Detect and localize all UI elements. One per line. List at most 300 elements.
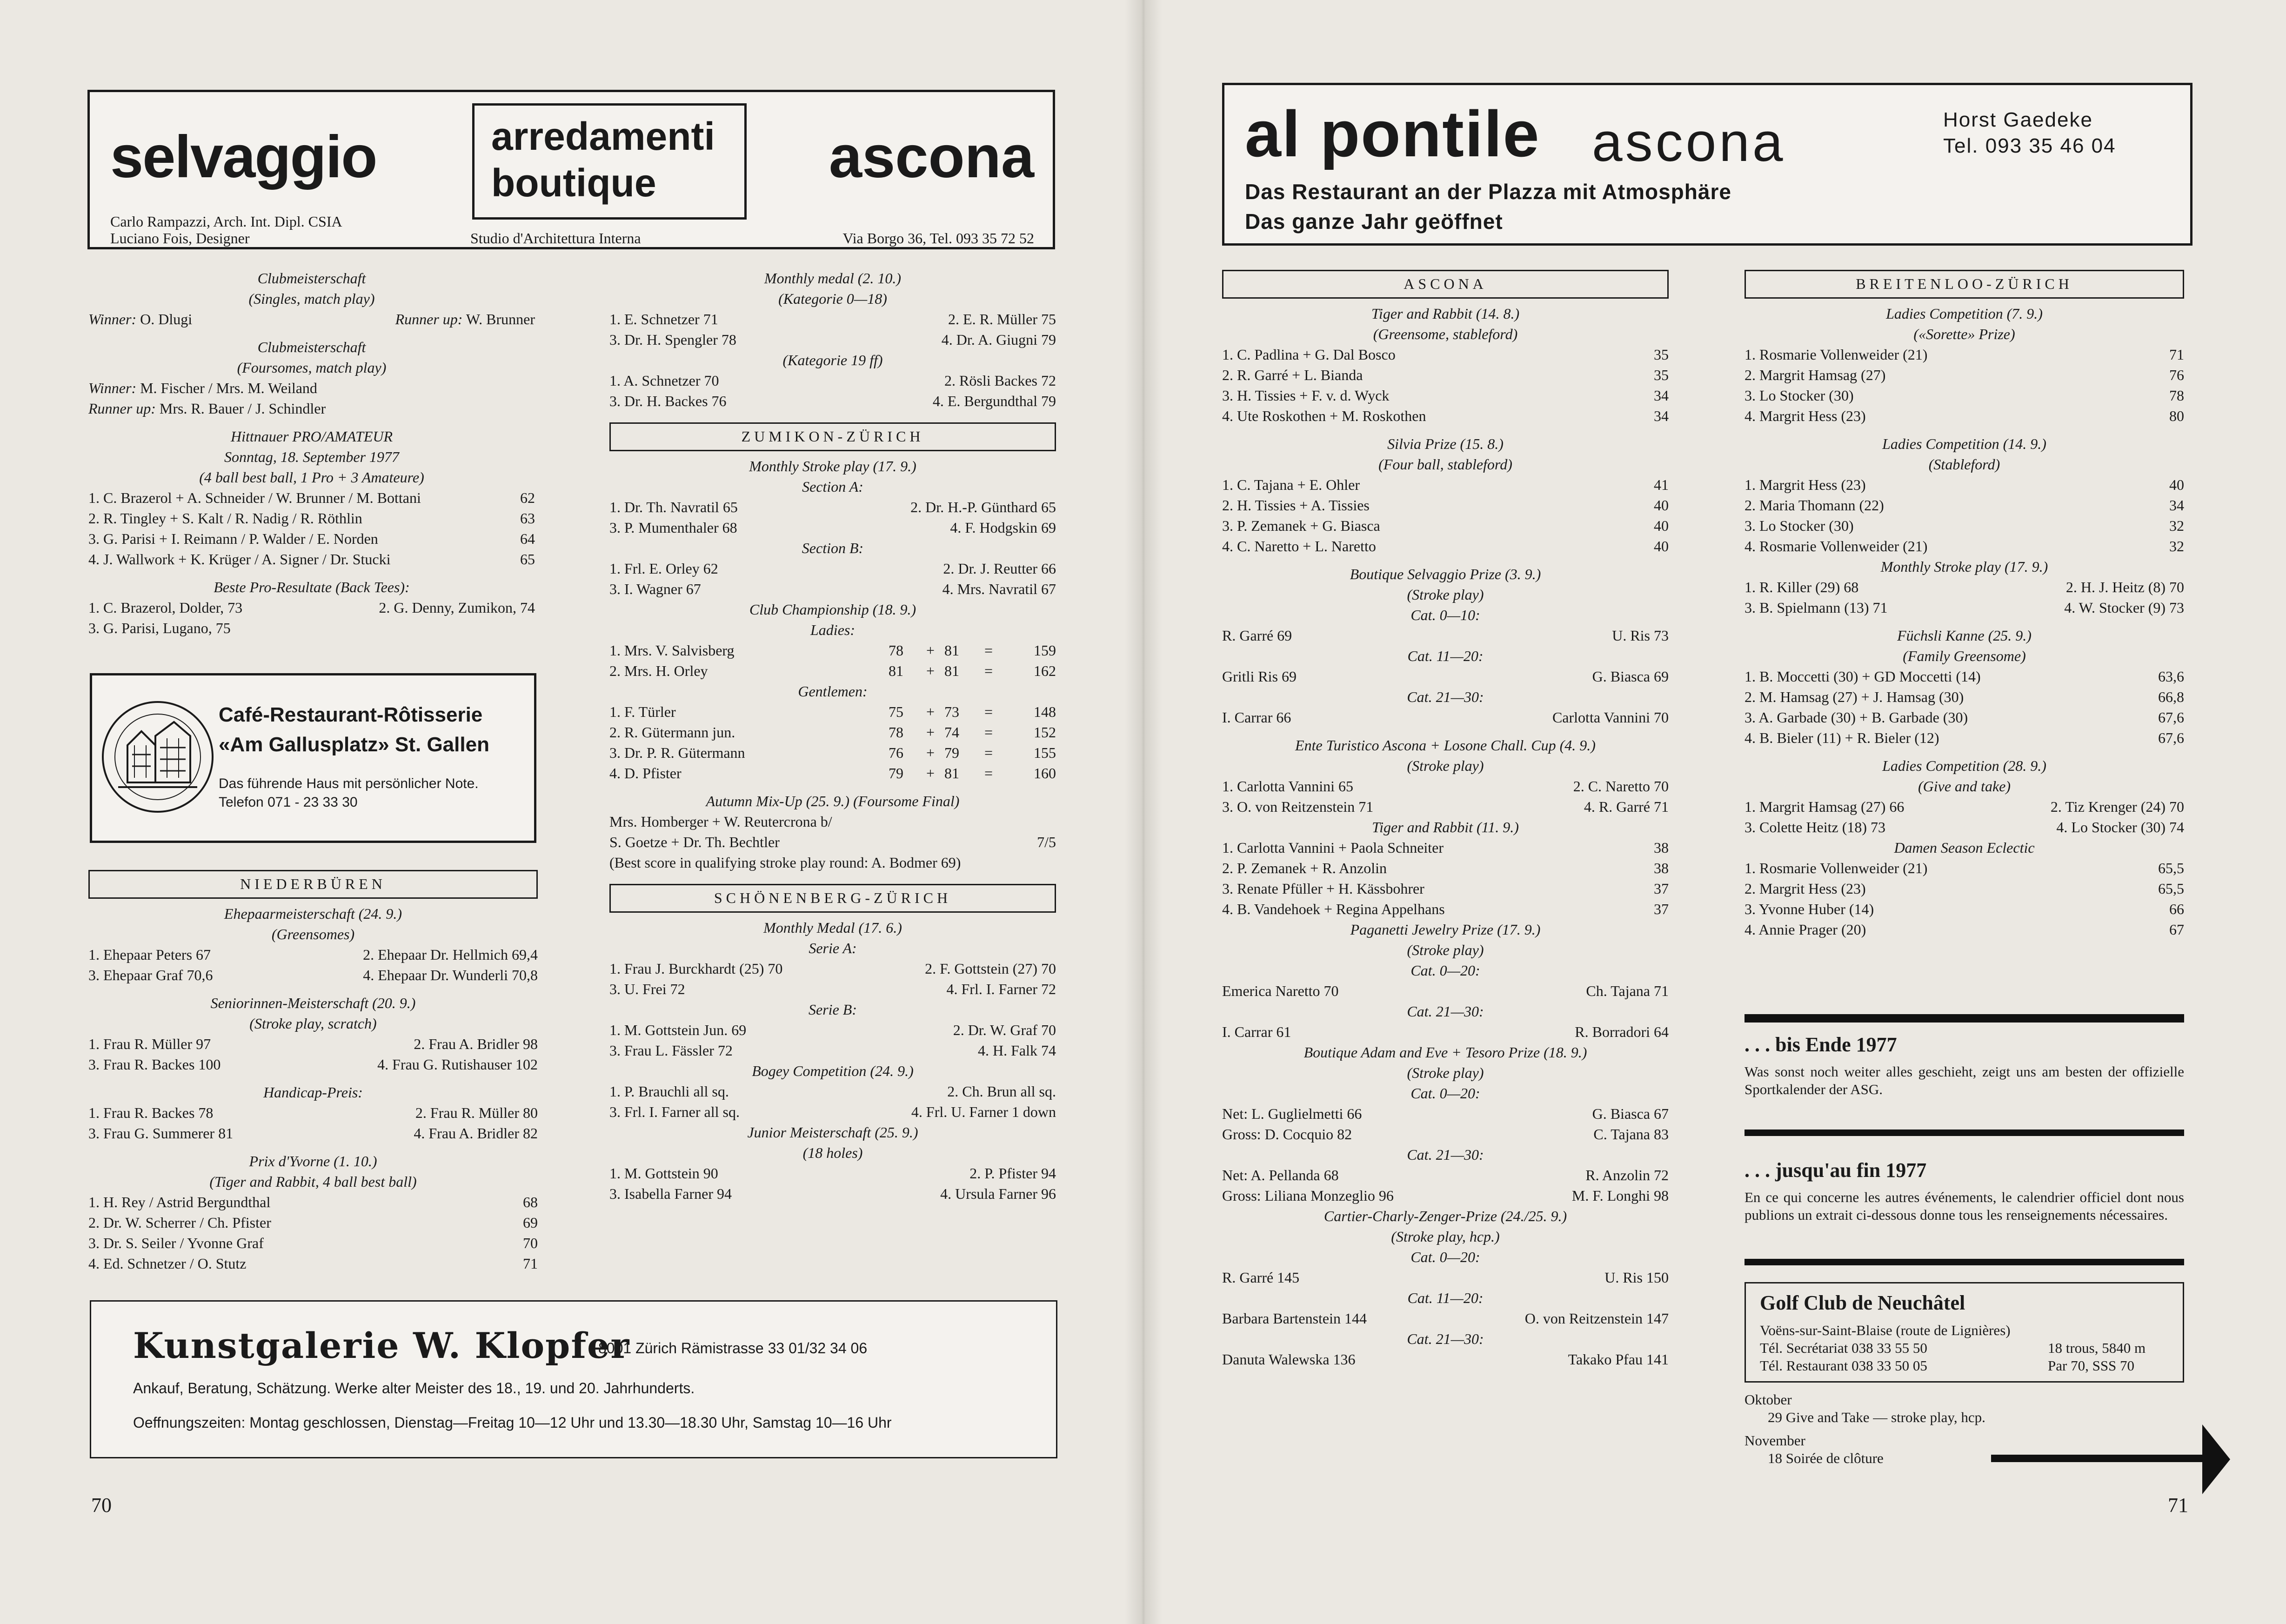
result: Takako Pfau 141 bbox=[1568, 1351, 1669, 1368]
schoenenberg-header: SCHÖNENBERG-ZÜRICH bbox=[609, 884, 1056, 913]
result-row bbox=[1745, 475, 2184, 495]
result: 2. Dr. H.-P. Günthard 65 bbox=[910, 499, 1056, 515]
score-row bbox=[609, 763, 1056, 783]
winner-name: M. Fischer / Mrs. M. Weiland bbox=[140, 380, 317, 396]
result-row bbox=[609, 1183, 1056, 1204]
result-name: 4. Rosmarie Vollenweider (21) bbox=[1745, 538, 1928, 555]
event-title: Ente Turistico Ascona + Losone Chall. Cup (4. 9.) bbox=[1295, 737, 1596, 754]
result-row bbox=[609, 579, 1056, 599]
runner-name: Mrs. R. Bauer / J. Schindler bbox=[159, 400, 326, 417]
event-sub: (Stableford) bbox=[1928, 456, 2000, 473]
result-score: 62 bbox=[520, 489, 535, 506]
pontile-city: ascona bbox=[1592, 112, 1786, 173]
result-row bbox=[1745, 597, 2184, 618]
result-row bbox=[1745, 344, 2184, 365]
result-row bbox=[1222, 899, 1669, 919]
club2-sub: (Foursomes, match play) bbox=[237, 359, 387, 376]
event-title: Monthly Stroke play (17. 9.) bbox=[1880, 558, 2048, 575]
section-label: Section B: bbox=[802, 540, 864, 556]
result: 3. Isabella Farner 94 bbox=[609, 1185, 732, 1202]
equals-sign: = bbox=[984, 642, 993, 659]
result: 4. W. Stocker (9) 73 bbox=[2064, 599, 2184, 616]
page-number-right: 71 bbox=[2168, 1494, 2188, 1517]
left-col-right bbox=[609, 268, 1056, 1204]
club1-title: Clubmeisterschaft bbox=[257, 270, 366, 287]
result: 4. E. Bergundthal 79 bbox=[932, 393, 1056, 409]
event-sub: (Stroke play, scratch) bbox=[249, 1015, 377, 1032]
total: 160 bbox=[1034, 765, 1056, 782]
left-col-upper bbox=[88, 268, 535, 638]
neuchatel-row bbox=[1760, 1339, 2169, 1357]
result-row bbox=[1222, 536, 1669, 556]
result-row bbox=[609, 558, 1056, 579]
pro-result: 1. C. Brazerol, Dolder, 73 bbox=[88, 599, 243, 616]
result: 1. A. Schnetzer 70 bbox=[609, 372, 719, 389]
result-row bbox=[1745, 858, 2184, 878]
result: O. von Reitzenstein 147 bbox=[1524, 1310, 1669, 1327]
result-row bbox=[609, 1020, 1056, 1040]
event-title: Club Championship (18. 9.) bbox=[749, 601, 916, 618]
result: 2. P. Pfister 94 bbox=[969, 1165, 1056, 1182]
result-name: 1. Margrit Hess (23) bbox=[1745, 476, 1866, 493]
round-1: 78 bbox=[889, 724, 903, 741]
klopfer-address: 8001 Zürich Rämistrasse 33 01/32 34 06 bbox=[598, 1340, 868, 1357]
result: 3. Colette Heitz (18) 73 bbox=[1745, 819, 1886, 835]
mix-score: 7/5 bbox=[1037, 834, 1056, 850]
result-row bbox=[1745, 406, 2184, 426]
address-line: Via Borgo 36, Tel. 093 35 72 52 bbox=[842, 230, 1034, 247]
result: R. Borradori 64 bbox=[1575, 1023, 1669, 1040]
result: 1. Carlotta Vannini 65 bbox=[1222, 778, 1354, 795]
category-label: Cat. 21—30: bbox=[1407, 1146, 1484, 1163]
neuchatel-title: Golf Club de Neuchâtel bbox=[1760, 1291, 1965, 1314]
calendar-month: Oktober bbox=[1745, 1391, 1792, 1408]
result-name: 3. Yvonne Huber (14) bbox=[1745, 901, 1874, 917]
result-row bbox=[609, 1102, 1056, 1122]
round-2: 81 bbox=[944, 662, 959, 679]
runner-label: Runner up: bbox=[88, 400, 156, 417]
result-name: 4. J. Wallwork + K. Krüger / A. Signer / Dr. Stucki bbox=[88, 551, 391, 568]
notice-fr-text: En ce qui concerne les autres événements, le calendrier officiel dont nous publions un extrait ci-dessous donne tous les renseignements nécessaires. bbox=[1745, 1189, 2184, 1223]
credit-line-1: Carlo Rampazzi, Arch. Int. Dipl. CSIA bbox=[110, 213, 342, 230]
page-number-left: 70 bbox=[91, 1494, 112, 1517]
notice-de-text: Was sonst noch weiter alles geschieht, zeigt uns am besten der offizielle Sportkalender der ASG. bbox=[1745, 1063, 2184, 1097]
result-row bbox=[609, 329, 1056, 350]
hittnauer-format: (4 ball best ball, 1 Pro + 3 Amateure) bbox=[199, 469, 424, 486]
result-row bbox=[88, 1212, 538, 1233]
total: 155 bbox=[1034, 744, 1056, 761]
result-score: 37 bbox=[1654, 901, 1669, 917]
result-score: 67,6 bbox=[2158, 729, 2184, 746]
result: 4. F. Hodgskin 69 bbox=[950, 519, 1056, 536]
player-name: 1. F. Türler bbox=[609, 703, 676, 720]
result-score: 35 bbox=[1654, 367, 1669, 383]
runner-label: Runner up: bbox=[395, 311, 463, 327]
result-row bbox=[88, 944, 538, 965]
mix-note: (Best score in qualifying stroke play round: A. Bodmer 69) bbox=[609, 854, 961, 871]
arredamenti-box bbox=[472, 103, 747, 220]
result-row bbox=[1745, 536, 2184, 556]
result: I. Carrar 61 bbox=[1222, 1023, 1291, 1040]
result-name: 4. C. Naretto + L. Naretto bbox=[1222, 538, 1376, 555]
pro-result: 2. G. Denny, Zumikon, 74 bbox=[379, 599, 535, 616]
plus-sign: + bbox=[926, 744, 935, 761]
round-1: 76 bbox=[889, 744, 903, 761]
event-sub: (Stroke play) bbox=[1407, 586, 1484, 603]
result-row bbox=[88, 508, 535, 528]
result: Emerica Naretto 70 bbox=[1222, 982, 1339, 999]
result: 4. Frau A. Bridler 82 bbox=[414, 1125, 538, 1142]
notice-de-title: . . . bis Ende 1977 bbox=[1745, 1033, 1897, 1056]
result: 3. Frau R. Backes 100 bbox=[88, 1056, 221, 1073]
event-sub: (Four ball, stableford) bbox=[1378, 456, 1512, 473]
left-page bbox=[0, 0, 1135, 1624]
winner-label: Winner: bbox=[88, 380, 137, 396]
event-title: Seniorinnen-Meisterschaft (20. 9.) bbox=[210, 995, 416, 1011]
result: 2. C. Naretto 70 bbox=[1573, 778, 1669, 795]
result-score: 78 bbox=[2169, 387, 2184, 404]
breitenloo-header: BREITENLOO-ZÜRICH bbox=[1745, 270, 2184, 299]
total: 159 bbox=[1034, 642, 1056, 659]
cafe-title-1: Café-Restaurant-Rôtisserie bbox=[219, 703, 483, 726]
selvaggio-name: selvaggio bbox=[110, 124, 377, 190]
result-score: 67 bbox=[2169, 921, 2184, 938]
result-score: 40 bbox=[2169, 476, 2184, 493]
notice-de bbox=[1745, 1014, 2184, 1098]
klopfer-line2: Ankauf, Beratung, Schätzung. Werke alter Meister des 18., 19. und 20. Jahrhunderts. bbox=[133, 1380, 695, 1397]
result-name: 2. Margrit Hamsag (27) bbox=[1745, 367, 1886, 383]
event-title: Tiger and Rabbit (11. 9.) bbox=[1372, 819, 1519, 835]
result: 3. O. von Reitzenstein 71 bbox=[1222, 798, 1374, 815]
result-name: 4. B. Vandehoek + Regina Appelhans bbox=[1222, 901, 1445, 917]
result-score: 69 bbox=[523, 1214, 538, 1231]
result: 1. Ehepaar Peters 67 bbox=[88, 946, 211, 963]
equals-sign: = bbox=[984, 765, 993, 782]
category-label: Cat. 0—20: bbox=[1410, 1249, 1480, 1265]
result-row bbox=[1745, 666, 2184, 687]
result-name: 4. Annie Prager (20) bbox=[1745, 921, 1866, 938]
score-row bbox=[609, 702, 1056, 722]
category-label: Cat. 0—20: bbox=[1410, 962, 1480, 979]
result: R. Garré 69 bbox=[1222, 627, 1292, 644]
result-name: 3. G. Parisi + I. Reimann / P. Walder / E. Norden bbox=[88, 530, 378, 547]
result: 1. Frau R. Backes 78 bbox=[88, 1104, 214, 1121]
result-row bbox=[88, 1192, 538, 1212]
neuchatel-box bbox=[1745, 1282, 2184, 1383]
result: I. Carrar 66 bbox=[1222, 709, 1291, 726]
score-row bbox=[609, 722, 1056, 742]
result-row bbox=[88, 1123, 538, 1143]
result-row bbox=[609, 309, 1056, 329]
section-label: Gentlemen: bbox=[798, 683, 868, 700]
result: 3. Frau G. Summerer 81 bbox=[88, 1125, 234, 1142]
result-row bbox=[1222, 776, 1669, 796]
result-score: 34 bbox=[2169, 497, 2184, 514]
event-title: Cartier-Charly-Zenger-Prize (24./25. 9.) bbox=[1323, 1208, 1567, 1224]
result-row bbox=[88, 1103, 538, 1123]
result-row bbox=[88, 1253, 538, 1274]
cafe-ad bbox=[90, 673, 536, 843]
result-row bbox=[1745, 707, 2184, 728]
result: R. Garré 145 bbox=[1222, 1269, 1300, 1286]
event-title: Ehepaarmeisterschaft (24. 9.) bbox=[224, 905, 402, 922]
round-2: 81 bbox=[944, 642, 959, 659]
result-score: 63,6 bbox=[2158, 668, 2184, 685]
event-sub: (Greensomes) bbox=[271, 926, 355, 942]
result-score: 41 bbox=[1654, 476, 1669, 493]
klopfer-line3: Oeffnungszeiten: Montag geschlossen, Dienstag—Freitag 10—12 Uhr und 13.30—18.30 Uhr, Samstag 10—16 Uhr bbox=[133, 1414, 892, 1431]
result-row bbox=[609, 391, 1056, 411]
monthly-cat1: (Kategorie 0—18) bbox=[778, 290, 887, 307]
result: 3. P. Mumenthaler 68 bbox=[609, 519, 737, 536]
result: U. Ris 150 bbox=[1604, 1269, 1669, 1286]
club1-sub: (Singles, match play) bbox=[248, 290, 375, 307]
result: 1. P. Brauchli all sq. bbox=[609, 1083, 729, 1100]
result-name: 2. H. Tissies + A. Tissies bbox=[1222, 497, 1370, 514]
result-score: 65,5 bbox=[2158, 860, 2184, 876]
result-row bbox=[1745, 817, 2184, 837]
neuchatel-row bbox=[1760, 1357, 2169, 1375]
neuchatel-holes: 18 trous, 5840 m bbox=[2048, 1340, 2146, 1356]
calendar-month: November bbox=[1745, 1432, 1805, 1449]
notice-fr bbox=[1745, 1158, 2184, 1224]
score-row bbox=[609, 640, 1056, 661]
result: Net: A. Pellanda 68 bbox=[1222, 1167, 1339, 1183]
club2-winner bbox=[88, 378, 535, 398]
result: 1. Frau J. Burckhardt (25) 70 bbox=[609, 960, 783, 977]
result-row bbox=[609, 958, 1056, 979]
result-row bbox=[88, 965, 538, 985]
equals-sign: = bbox=[984, 724, 993, 741]
result: 4. Lo Stocker (30) 74 bbox=[2056, 819, 2184, 835]
result: 1. M. Gottstein Jun. 69 bbox=[609, 1022, 747, 1038]
round-2: 79 bbox=[944, 744, 959, 761]
event-title: Silvia Prize (15. 8.) bbox=[1387, 435, 1504, 452]
result-row bbox=[1222, 344, 1669, 365]
pro-row bbox=[88, 597, 535, 618]
result: Ch. Tajana 71 bbox=[1586, 982, 1669, 999]
klopfer-name: Kunstgalerie W. Klopfer bbox=[133, 1325, 630, 1366]
arredamenti-label: arredamenti bbox=[491, 114, 715, 158]
result-name: 2. Margrit Hess (23) bbox=[1745, 880, 1866, 897]
score-row bbox=[609, 661, 1056, 681]
result: R. Anzolin 72 bbox=[1585, 1167, 1669, 1183]
round-2: 81 bbox=[944, 765, 959, 782]
result-row bbox=[1222, 666, 1669, 687]
result-row bbox=[1745, 899, 2184, 919]
event-sub: (Stroke play) bbox=[1407, 942, 1484, 958]
result-score: 40 bbox=[1654, 497, 1669, 514]
result-name: 3. P. Zemanek + G. Biasca bbox=[1222, 517, 1380, 534]
result: Net: L. Guglielmetti 66 bbox=[1222, 1105, 1362, 1122]
event-title: Boutique Selvaggio Prize (3. 9.) bbox=[1350, 566, 1541, 582]
category-label: Cat. 0—10: bbox=[1410, 607, 1480, 623]
equals-sign: = bbox=[984, 744, 993, 761]
result-name: 3. Renate Pfüller + H. Kässbohrer bbox=[1222, 880, 1424, 897]
player-name: 3. Dr. P. R. Gütermann bbox=[609, 744, 745, 761]
result-name: 3. Lo Stocker (30) bbox=[1745, 517, 1854, 534]
result-row bbox=[1222, 878, 1669, 899]
ascona-city: ascona bbox=[829, 124, 1034, 190]
result-name: 3. A. Garbade (30) + B. Garbade (30) bbox=[1745, 709, 1968, 726]
notice-fr-title: . . . jusqu'au fin 1977 bbox=[1745, 1159, 1927, 1182]
result-score: 34 bbox=[1654, 387, 1669, 404]
event-title: Boutique Adam and Eve + Tesoro Prize (18. 9.) bbox=[1303, 1044, 1587, 1061]
club1-result bbox=[88, 309, 535, 329]
result: 2. Frau R. Müller 80 bbox=[415, 1104, 538, 1121]
result-name: 2. M. Hamsag (27) + J. Hamsag (30) bbox=[1745, 688, 1964, 705]
result-row bbox=[609, 517, 1056, 538]
result-row bbox=[1222, 796, 1669, 817]
category-label: Cat. 11—20: bbox=[1407, 1290, 1484, 1306]
result: 2. E. R. Müller 75 bbox=[948, 311, 1056, 327]
round-1: 79 bbox=[889, 765, 903, 782]
result-row bbox=[1745, 515, 2184, 536]
result: 3. Dr. H. Spengler 78 bbox=[609, 331, 736, 348]
result: Gross: D. Cocquio 82 bbox=[1222, 1126, 1352, 1143]
result-name: 4. Ute Roskothen + M. Roskothen bbox=[1222, 408, 1426, 424]
result-name: 2. Maria Thomann (22) bbox=[1745, 497, 1884, 514]
winner-label: Winner: bbox=[88, 311, 137, 327]
section-label: Ladies: bbox=[810, 622, 855, 638]
result-score: 32 bbox=[2169, 538, 2184, 555]
result: Gritli Ris 69 bbox=[1222, 668, 1297, 685]
pro-result: 3. G. Parisi, Lugano, 75 bbox=[88, 620, 231, 636]
result-score: 76 bbox=[2169, 367, 2184, 383]
result: 3. Ehepaar Graf 70,6 bbox=[88, 967, 213, 983]
ascona-section bbox=[1222, 270, 1669, 1370]
pontile-ad bbox=[1222, 83, 2192, 246]
boutique-label: boutique bbox=[491, 161, 656, 205]
result-score: 38 bbox=[1654, 860, 1669, 876]
event-sub: (Give and take) bbox=[1918, 778, 2011, 795]
result-score: 65 bbox=[520, 551, 535, 568]
event-sub: («Sorette» Prize) bbox=[1913, 326, 2015, 342]
event-sub: (Stroke play) bbox=[1407, 757, 1484, 774]
club2-title: Clubmeisterschaft bbox=[257, 339, 366, 355]
plus-sign: + bbox=[926, 662, 935, 679]
neuchatel-par: Par 70, SSS 70 bbox=[2048, 1357, 2135, 1374]
result-row bbox=[1222, 406, 1669, 426]
cafe-phone: Telefon 071 - 23 33 30 bbox=[219, 795, 358, 810]
result-row bbox=[1745, 495, 2184, 515]
right-page bbox=[1154, 0, 2286, 1624]
event-title: Tiger and Rabbit (14. 8.) bbox=[1371, 305, 1520, 322]
pontile-line2: Das ganze Jahr geöffnet bbox=[1245, 209, 1503, 234]
result-row bbox=[609, 497, 1056, 517]
result-name: 2. R. Garré + L. Bianda bbox=[1222, 367, 1363, 383]
result-row bbox=[1222, 1124, 1669, 1144]
result-score: 37 bbox=[1654, 880, 1669, 897]
result-row bbox=[1222, 495, 1669, 515]
result-row bbox=[1745, 878, 2184, 899]
event-title: Ladies Competition (7. 9.) bbox=[1886, 305, 2043, 322]
result-row bbox=[1745, 728, 2184, 748]
round-1: 81 bbox=[889, 662, 903, 679]
result: 4. Ehepaar Dr. Wunderli 70,8 bbox=[363, 967, 538, 983]
hittnauer-title: Hittnauer PRO/AMATEUR bbox=[230, 428, 393, 445]
result-row bbox=[1745, 365, 2184, 385]
result-row bbox=[1222, 1185, 1669, 1206]
equals-sign: = bbox=[984, 662, 993, 679]
result: C. Tajana 83 bbox=[1593, 1126, 1669, 1143]
result-name: 1. C. Padlina + G. Dal Bosco bbox=[1222, 346, 1396, 363]
result: Barbara Bartenstein 144 bbox=[1222, 1310, 1367, 1327]
result: U. Ris 73 bbox=[1612, 627, 1669, 644]
total: 162 bbox=[1034, 662, 1056, 679]
result-row bbox=[1745, 687, 2184, 707]
player-name: 2. R. Gütermann jun. bbox=[609, 724, 735, 741]
result: 2. Frau A. Bridler 98 bbox=[414, 1036, 538, 1052]
plus-sign: + bbox=[926, 724, 935, 741]
result-row bbox=[1745, 385, 2184, 406]
result: 2. F. Gottstein (27) 70 bbox=[925, 960, 1056, 977]
monthly-title: Monthly medal (2. 10.) bbox=[764, 270, 902, 287]
result: Gross: Liliana Monzeglio 96 bbox=[1222, 1187, 1394, 1204]
event-title: Damen Season Eclectic bbox=[1894, 839, 2035, 856]
result-score: 71 bbox=[523, 1255, 538, 1272]
credit-line-2: Luciano Fois, Designer bbox=[110, 230, 250, 247]
category-label: Cat. 11—20: bbox=[1407, 648, 1484, 664]
cafe-title-2: «Am Gallusplatz» St. Gallen bbox=[219, 733, 489, 756]
section-label: Serie A: bbox=[809, 940, 857, 956]
pro-title: Beste Pro-Resultate (Back Tees): bbox=[214, 579, 410, 595]
result-score: 63 bbox=[520, 510, 535, 527]
result-row bbox=[1222, 858, 1669, 878]
club2-runner bbox=[88, 398, 535, 419]
event-title: Paganetti Jewelry Prize (17. 9.) bbox=[1350, 921, 1541, 938]
result: 4. H. Falk 74 bbox=[978, 1042, 1056, 1059]
result: 4. Dr. A. Giugni 79 bbox=[941, 331, 1056, 348]
category-label: Cat. 21—30: bbox=[1407, 1330, 1484, 1347]
result-score: 70 bbox=[523, 1235, 538, 1251]
result: 2. Dr. J. Reutter 66 bbox=[943, 560, 1056, 577]
result: 1. E. Schnetzer 71 bbox=[609, 311, 718, 327]
category-label: Cat. 21—30: bbox=[1407, 688, 1484, 705]
result-score: 68 bbox=[523, 1194, 538, 1210]
total: 148 bbox=[1034, 703, 1056, 720]
runner-name: W. Brunner bbox=[466, 311, 535, 327]
player-name: 2. Mrs. H. Orley bbox=[609, 662, 708, 679]
pontile-owner: Horst Gaedeke bbox=[1943, 108, 2093, 131]
category-label: Cat. 0—20: bbox=[1410, 1085, 1480, 1102]
continue-bar bbox=[1991, 1455, 2203, 1462]
event-title: Monthly Medal (17. 6.) bbox=[763, 919, 902, 936]
result-row bbox=[1222, 515, 1669, 536]
result: Danuta Walewska 136 bbox=[1222, 1351, 1356, 1368]
result-name: 2. Dr. W. Scherrer / Ch. Pfister bbox=[88, 1214, 271, 1231]
result-row bbox=[1222, 1267, 1669, 1288]
klopfer-ad bbox=[90, 1300, 1057, 1458]
result: 4. Frl. U. Farner 1 down bbox=[911, 1103, 1056, 1120]
event-title: Junior Meisterschaft (25. 9.) bbox=[747, 1124, 918, 1141]
result-row bbox=[88, 549, 535, 569]
mix-line: Mrs. Homberger + W. Reutercrona b/ bbox=[609, 813, 832, 830]
plus-sign: + bbox=[926, 765, 935, 782]
equals-sign: = bbox=[984, 703, 993, 720]
round-2: 74 bbox=[944, 724, 959, 741]
result-row bbox=[88, 1034, 538, 1054]
result-score: 64 bbox=[520, 530, 535, 547]
result-score: 80 bbox=[2169, 408, 2184, 424]
result: 1. Frl. E. Orley 62 bbox=[609, 560, 718, 577]
result-score: 34 bbox=[1654, 408, 1669, 424]
ascona-header: ASCONA bbox=[1222, 270, 1669, 299]
studio-line: Studio d'Architettura Interna bbox=[470, 230, 641, 247]
result-name: 1. C. Tajana + E. Ohler bbox=[1222, 476, 1360, 493]
result: 3. Dr. H. Backes 76 bbox=[609, 393, 727, 409]
divider-bar bbox=[1745, 1129, 2184, 1136]
